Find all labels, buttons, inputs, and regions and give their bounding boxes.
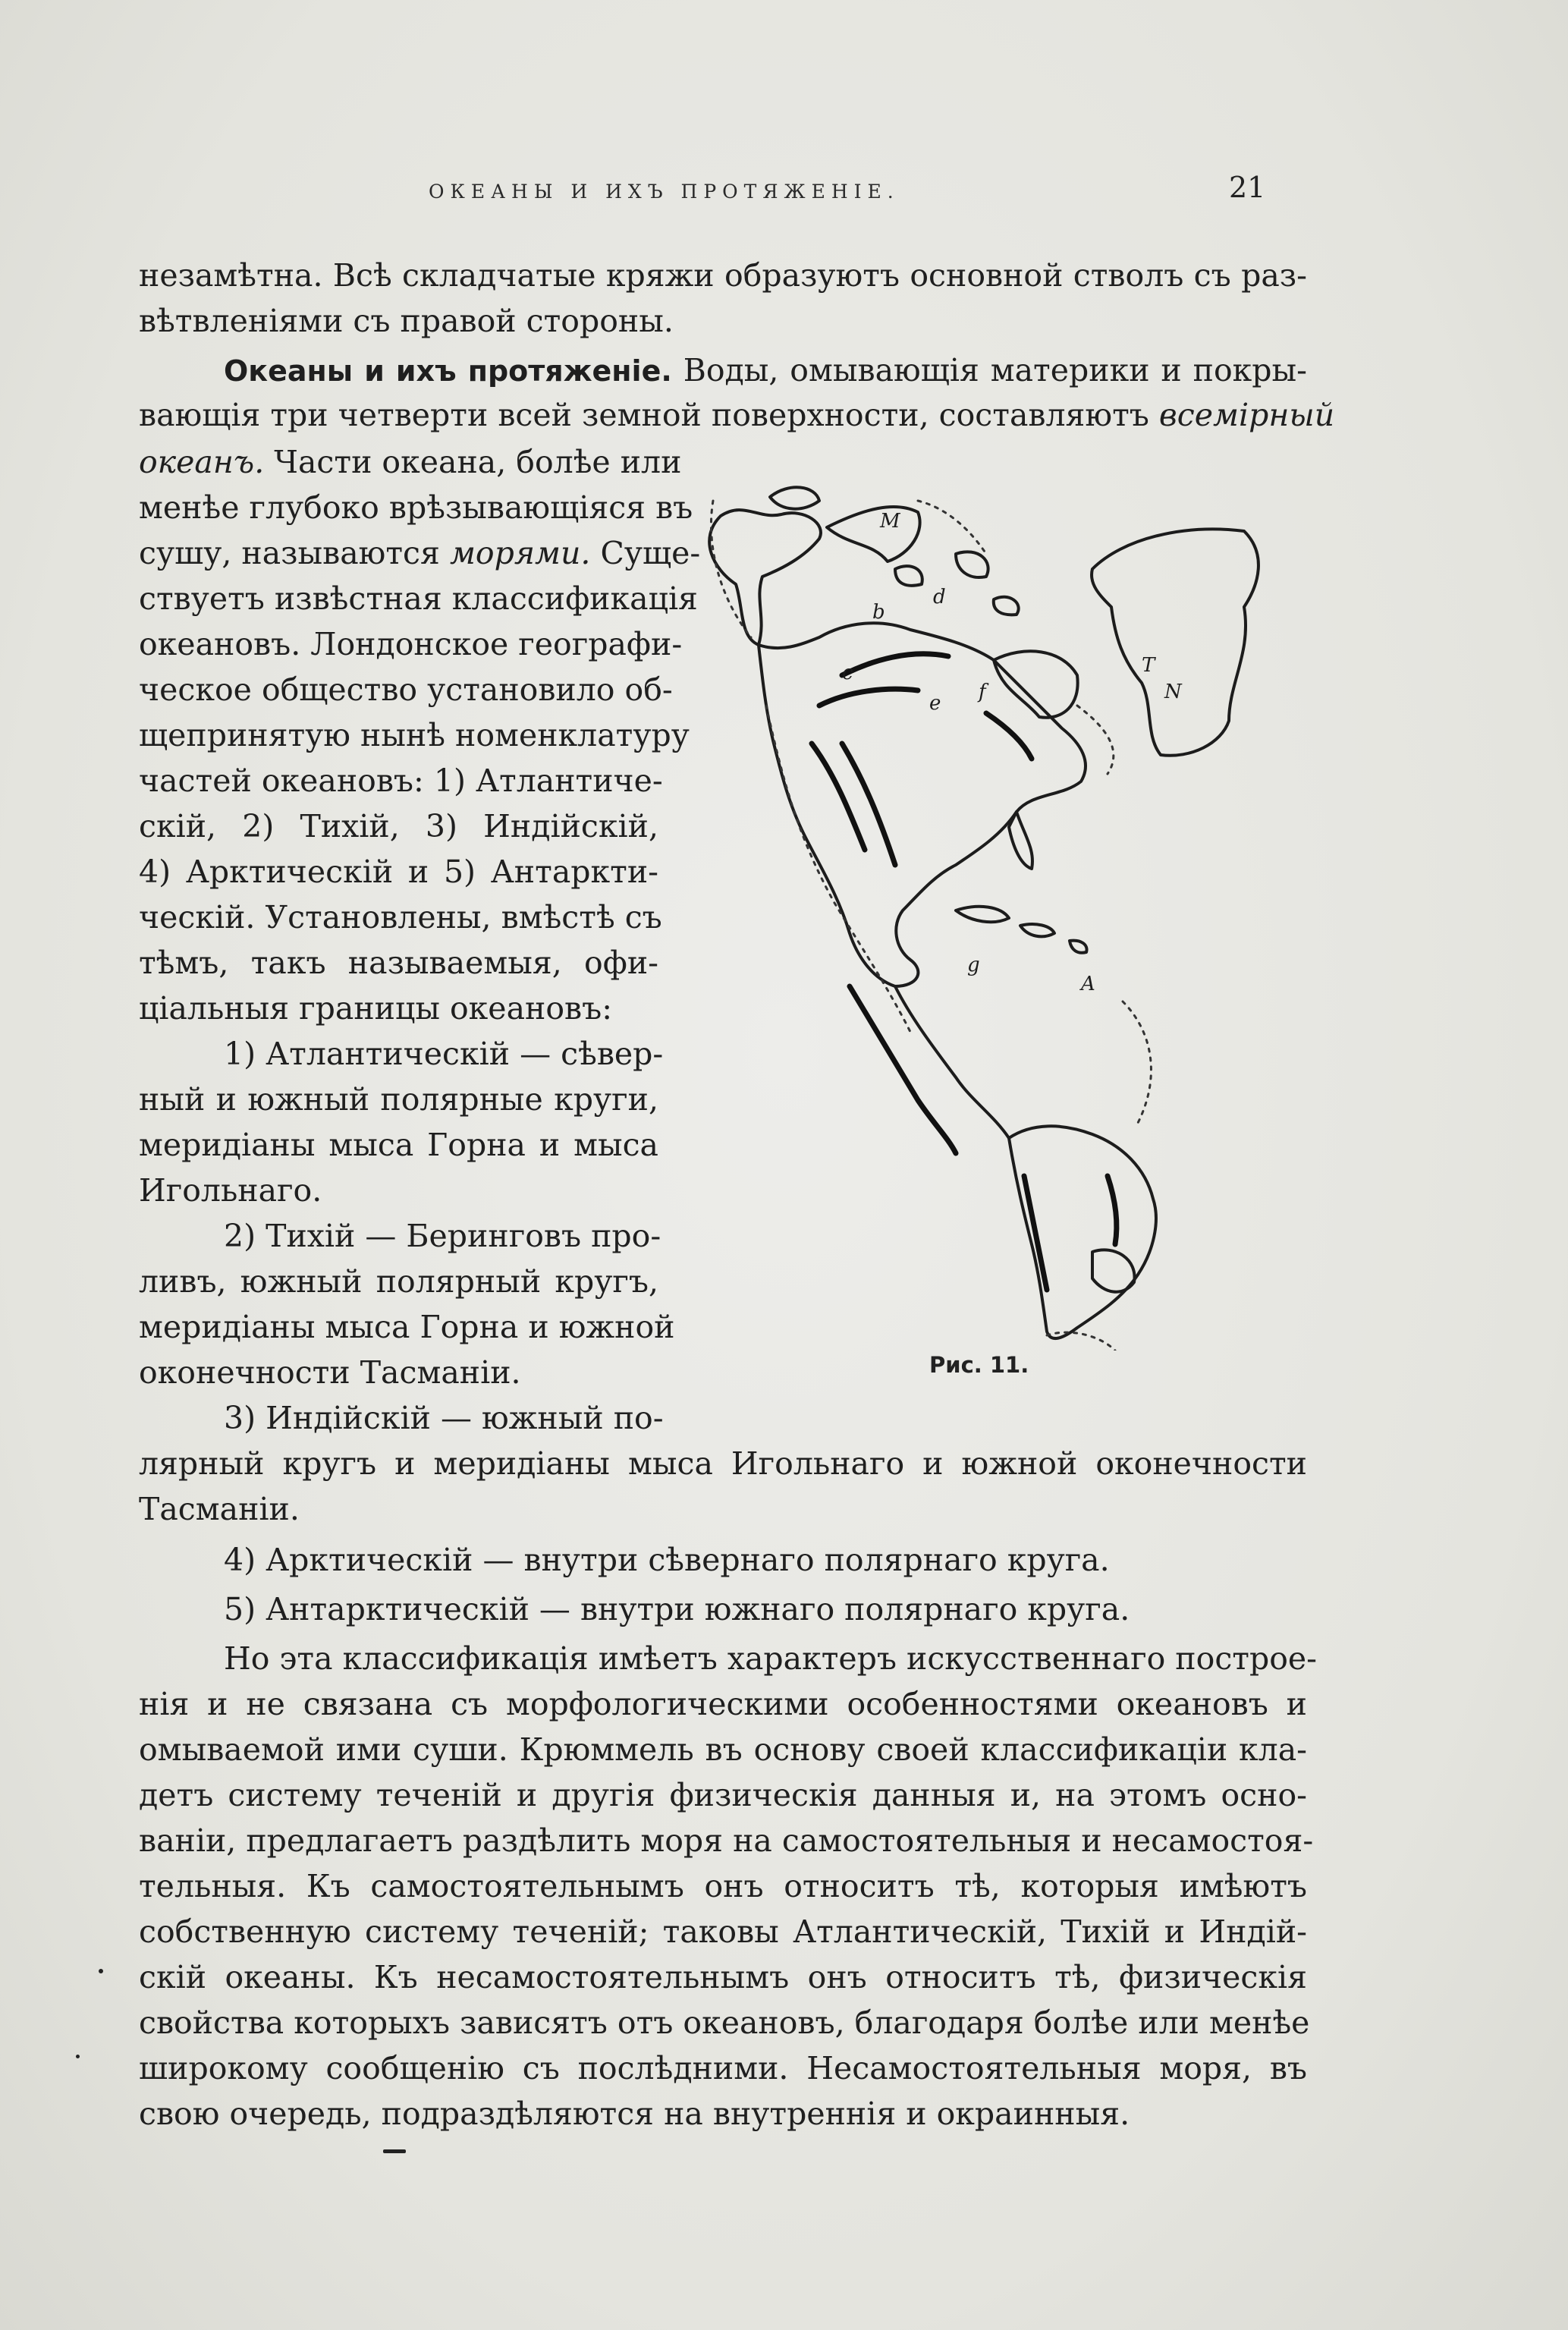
print-speck: [383, 2149, 406, 2153]
list-item-line: 4) Арктическій — внутри сѣвернаго полярнаго круга.: [224, 1542, 1110, 1578]
text-line: океановъ. Лондонское географи-: [139, 626, 683, 662]
text-line: [139, 442, 682, 482]
page-number: 21: [1229, 171, 1266, 204]
mountain-range-cascade: [812, 744, 865, 850]
text-line: ваніи, предлагаетъ раздѣлить моря на самостоятельныя и несамостоя-: [139, 1822, 1314, 1859]
hudson-bay-outline: [994, 651, 1078, 717]
text-span: вающія три четверти всей земной поверхности, составляютъ: [139, 397, 1149, 433]
map-label-g: g: [967, 954, 980, 976]
list-item-line: 5) Антарктическій — внутри южнаго полярнаго круга.: [224, 1591, 1130, 1627]
figure-caption: Рис. 11.: [929, 1352, 1029, 1378]
list-item-line: меридіаны мыса Горна и южной: [139, 1309, 675, 1345]
americas-map-figure: [668, 455, 1320, 1351]
text-line: незамѣтна. Всѣ складчатые кряжи образуютъ основной стволъ съ раз-: [139, 257, 1307, 294]
list-item-line: Тасманіи.: [139, 1491, 300, 1527]
list-item-line: 1) Атлантическій — сѣвер-: [224, 1036, 664, 1072]
map-label-b: b: [872, 601, 885, 624]
caribbean-islands: [956, 907, 1087, 953]
list-item-line: ливъ, южный полярный кругъ,: [139, 1263, 658, 1300]
text-line: ствуетъ извѣстная классификація: [139, 580, 698, 617]
text-line: ческій. Установлены, вмѣстѣ съ: [139, 899, 662, 935]
map-label-f: f: [979, 681, 986, 703]
text-span: сушу, называются: [139, 535, 440, 571]
text-span: Части океана, болѣе или: [274, 444, 682, 480]
arctic-coast: [827, 507, 920, 561]
mountain-range-coastal: [819, 689, 918, 706]
running-head: ОКЕАНЫ И ИХЪ ПРОТЯЖЕНІЕ.: [429, 181, 900, 203]
text-line: менѣе глубоко врѣзывающіяся въ: [139, 489, 693, 526]
emphasis-text: всемірный: [1158, 397, 1335, 433]
text-line: детъ систему теченій и другія физическія данныя и, на этомъ осно-: [139, 1777, 1307, 1813]
alaska-island: [770, 487, 819, 508]
text-line: свою очередь, подраздѣляются на внутреннія и окраинныя.: [139, 2096, 1130, 2132]
text-line: свойства которыхъ зависятъ отъ океановъ, благодаря болѣе или менѣе: [139, 2005, 1310, 2041]
text-line: щепринятую нынѣ номенклатуру: [139, 717, 690, 753]
text-line: 4) Арктическій и 5) Антаркти-: [139, 854, 658, 890]
mountain-range-brazil: [1108, 1176, 1117, 1244]
list-item-line: меридіаны мыса Горна и мыса: [139, 1127, 658, 1163]
text-line: [139, 533, 701, 573]
list-item-line: Игольнаго.: [139, 1172, 322, 1209]
north-america-outline: [759, 623, 1086, 986]
map-label-a: A: [1081, 973, 1095, 995]
mountain-range-sierra: [842, 744, 895, 865]
text-span: Воды, омывающія материки и покры-: [683, 352, 1307, 388]
map-label-t: T: [1142, 654, 1155, 677]
text-line: частей океановъ: 1) Атлантиче-: [139, 763, 663, 799]
section-heading: Океаны и ихъ протяженіе.: [224, 354, 672, 388]
text-line: скій, 2) Тихій, 3) Индійскій,: [139, 808, 658, 844]
list-item-line: 2) Тихій — Беринговъ про-: [224, 1218, 661, 1254]
section-heading-line: [139, 351, 1307, 391]
alaska-outline: [709, 510, 821, 645]
map-label-n: N: [1164, 681, 1182, 703]
shelf-line-south: [1047, 1001, 1151, 1351]
text-line: тѣмъ, такъ называемыя, офи-: [139, 945, 658, 981]
text-line: ціальныя границы океановъ:: [139, 990, 613, 1027]
list-item-line: оконечности Тасманіи.: [139, 1354, 521, 1391]
print-speck: [99, 1969, 103, 1973]
emphasis-text: океанъ.: [139, 444, 265, 480]
text-line: [139, 395, 1335, 435]
mountain-range-appalachian: [986, 713, 1032, 759]
print-speck: [76, 2055, 80, 2058]
text-line: Но эта классификація имѣетъ характеръ искусственнаго построе-: [224, 1640, 1318, 1677]
arctic-islands: [895, 552, 1019, 615]
list-item-line: 3) Индійскій — южный по-: [224, 1400, 664, 1436]
emphasis-text: морями.: [449, 535, 591, 571]
greenland-outline: [1092, 529, 1258, 755]
south-america-outline: [1009, 1126, 1156, 1338]
map-label-d: d: [933, 586, 946, 608]
text-line: ческое общество установило об-: [139, 671, 673, 708]
text-line: вѣтвленіями съ правой стороны.: [139, 303, 674, 339]
map-label-e: e: [929, 692, 941, 715]
florida-outline: [1009, 812, 1032, 869]
text-line: собственную систему теченій; таковы Атлантическій, Тихій и Индій-: [139, 1913, 1307, 1950]
mountain-range-mexico: [850, 986, 956, 1153]
text-line: тельныя. Къ самостоятельнымъ онъ относитъ тѣ, которыя имѣютъ: [139, 1868, 1307, 1904]
mountain-range-rocky: [842, 654, 948, 675]
list-item-line: лярный кругъ и меридіаны мыса Игольнаго и южной оконечности: [139, 1445, 1307, 1482]
text-line: скій океаны. Къ несамостоятельнымъ онъ относитъ тѣ, физическія: [139, 1959, 1307, 1995]
map-label-c: c: [842, 662, 853, 684]
text-line: омываемой ими суши. Крюммель въ основу своей классификаціи кла-: [139, 1731, 1307, 1768]
text-line: широкому сообщенію съ послѣдними. Несамостоятельныя моря, въ: [139, 2050, 1307, 2086]
central-america-outline: [895, 986, 1009, 1138]
map-label-m: M: [880, 510, 900, 533]
text-line: нія и не связана съ морфологическими особенностями океановъ и: [139, 1686, 1307, 1722]
list-item-line: ный и южный полярные круги,: [139, 1081, 658, 1118]
text-span: Суще-: [600, 535, 701, 571]
